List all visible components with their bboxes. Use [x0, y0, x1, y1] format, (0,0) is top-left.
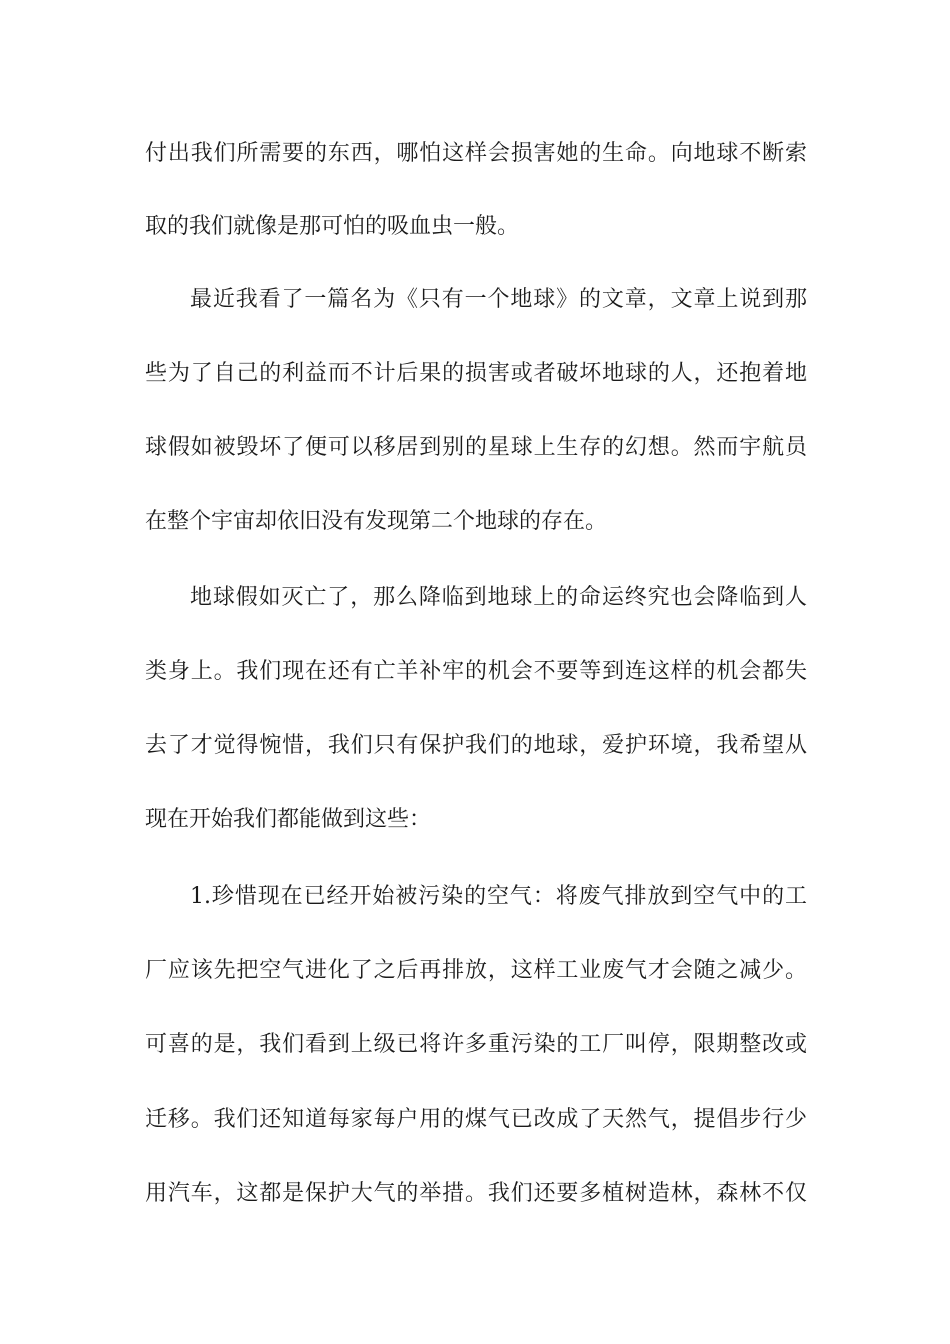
- list-item-1-line-4: 迁移。我们还知道每家每户用的煤气已改成了天然气，提倡步行少: [145, 1107, 807, 1132]
- text-line-2: 取的我们就像是那可怕的吸血虫一般。: [145, 214, 520, 239]
- paragraph-2-line-4: 在整个宇宙却依旧没有发现第二个地球的存在。: [145, 509, 608, 534]
- paragraph-2-line-2: 些为了自己的利益而不计后果的损害或者破坏地球的人，还抱着地: [145, 361, 807, 386]
- text-line-1: 付出我们所需要的东西，哪怕这样会损害她的生命。向地球不断索: [145, 141, 807, 166]
- list-item-1-line-5: 用汽车，这都是保护大气的举措。我们还要多植树造林，森林不仅: [145, 1181, 807, 1206]
- paragraph-2-line-1: 最近我看了一篇名为《只有一个地球》的文章，文章上说到那: [190, 287, 807, 312]
- list-item-1-line-1: 1.珍惜现在已经开始被污染的空气：将废气排放到空气中的工: [190, 884, 807, 909]
- list-item-1-line-3: 可喜的是，我们看到上级已将许多重污染的工厂叫停，限期整改或: [145, 1032, 807, 1057]
- paragraph-3-line-4: 现在开始我们都能做到这些：: [145, 807, 432, 832]
- list-item-1-line-2: 厂应该先把空气进化了之后再排放，这样工业废气才会随之减少。: [145, 958, 807, 983]
- paragraph-3-line-1: 地球假如灭亡了，那么降临到地球上的命运终究也会降临到人: [190, 585, 807, 610]
- paragraph-3-line-3: 去了才觉得惋惜，我们只有保护我们的地球，爱护环境，我希望从: [145, 733, 807, 758]
- paragraph-2-line-3: 球假如被毁坏了便可以移居到别的星球上生存的幻想。然而宇航员: [145, 435, 807, 460]
- paragraph-3-line-2: 类身上。我们现在还有亡羊补牢的机会不要等到连这样的机会都失: [145, 659, 807, 684]
